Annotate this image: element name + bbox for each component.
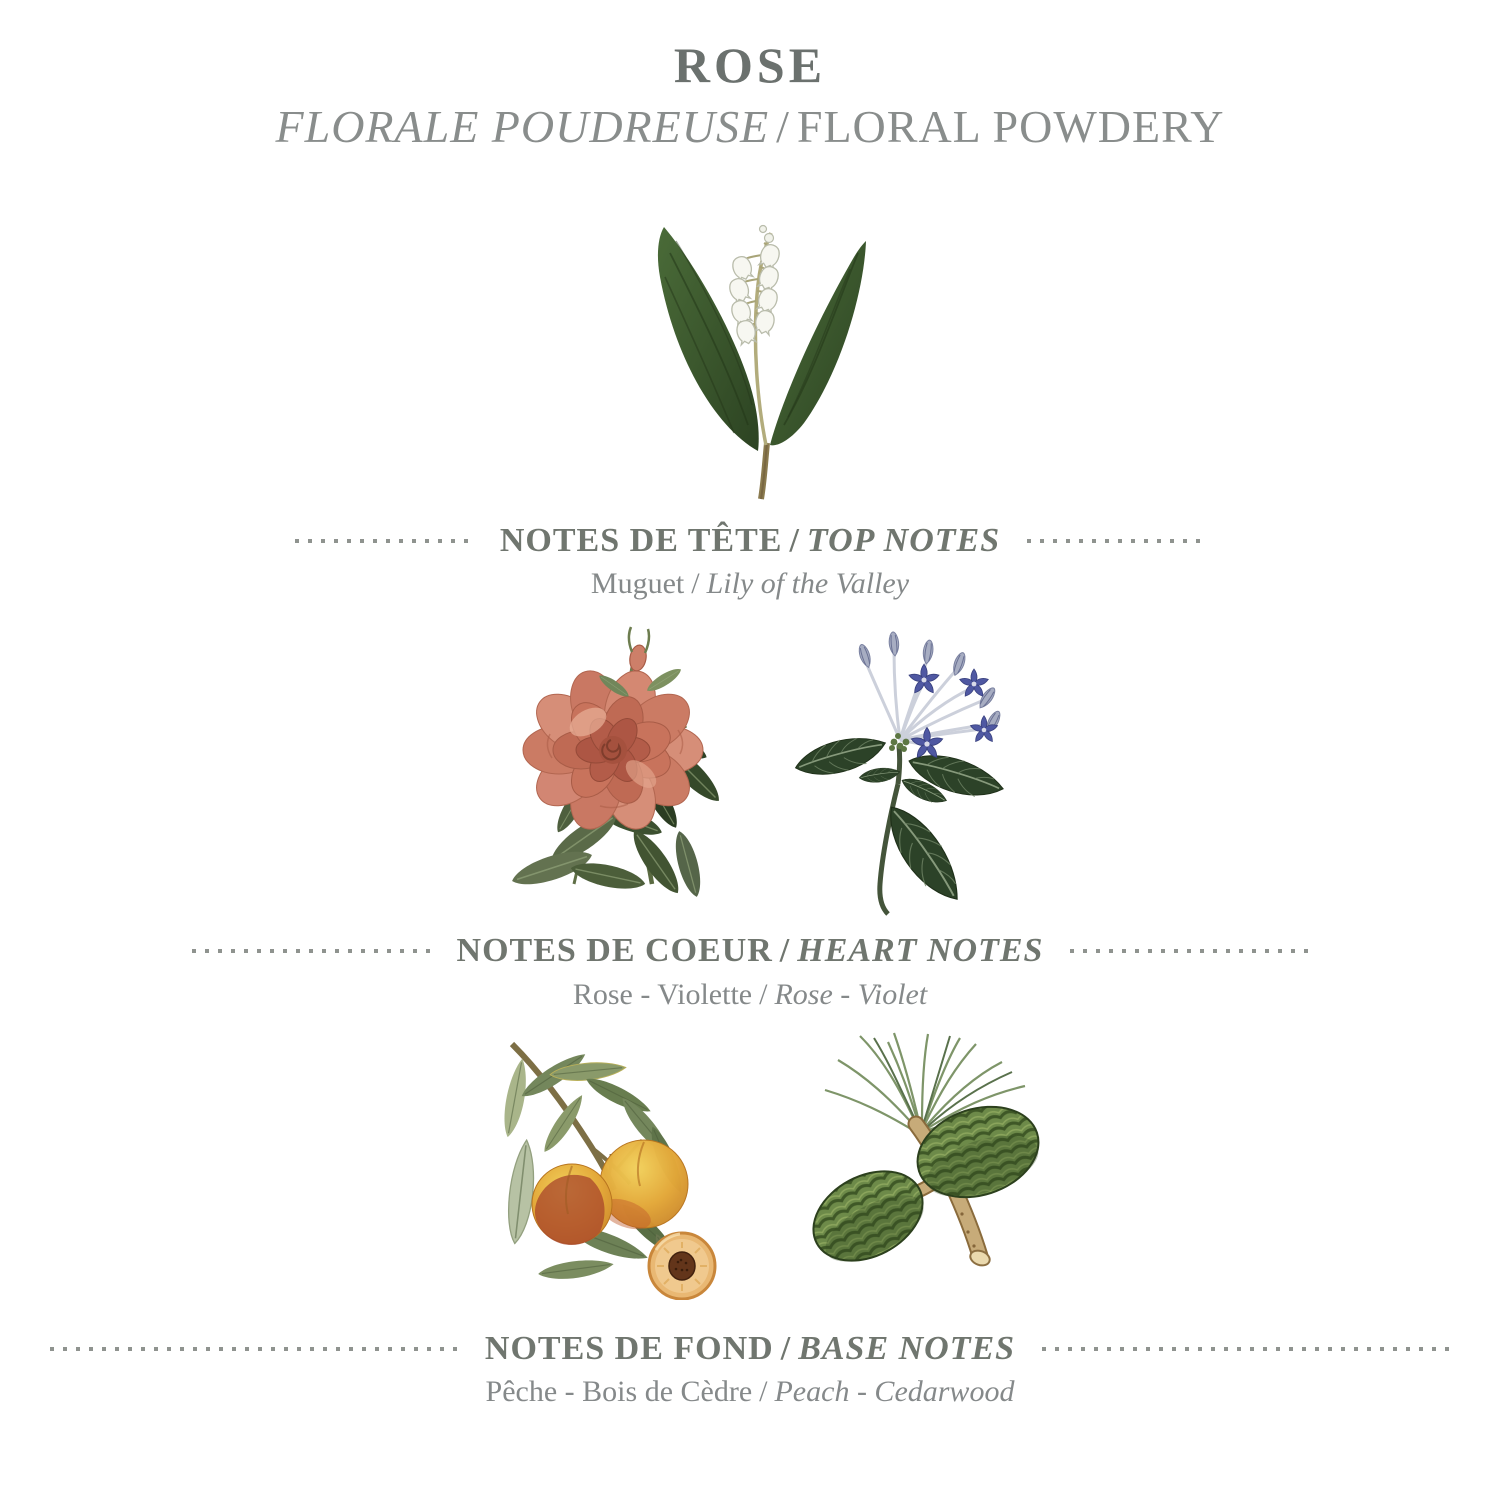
pine-cone-icon xyxy=(790,1028,1052,1278)
dotted-divider-right xyxy=(1042,1347,1450,1351)
section-heading-heart-notes xyxy=(0,932,1500,969)
heading-french: NOTES DE FOND xyxy=(484,1330,774,1367)
subtitle-english: FLORAL POWDERY xyxy=(796,101,1225,152)
ingredients-separator: / xyxy=(759,1375,768,1408)
subtitle-separator: / xyxy=(776,101,790,152)
section-heading-top-notes xyxy=(0,522,1500,559)
subtitle-french: FLORALE POUDREUSE xyxy=(275,101,770,152)
base-notes-heading xyxy=(485,1330,1015,1367)
peach-illustration xyxy=(460,1032,718,1300)
peach-icon xyxy=(460,1032,718,1300)
ingredients-separator: / xyxy=(691,567,700,600)
dotted-divider-right xyxy=(1027,539,1205,543)
heading-english: HEART NOTES xyxy=(797,932,1044,969)
dotted-divider-left xyxy=(192,949,430,953)
rose-illustration xyxy=(478,622,742,908)
heading-french: NOTES DE TÊTE xyxy=(499,522,783,559)
base-notes-ingredients xyxy=(0,1375,1500,1408)
top-notes-heading xyxy=(500,522,1000,559)
ingredients-french: Pêche - Bois de Cèdre xyxy=(485,1375,753,1408)
heading-french: NOTES DE COEUR xyxy=(456,932,773,969)
violet-icon xyxy=(782,616,1022,916)
dotted-divider-right xyxy=(1070,949,1308,953)
ingredients-english: Peach - Cedarwood xyxy=(774,1375,1015,1408)
cedarwood-pine-cones-illustration xyxy=(790,1028,1052,1278)
page-subtitle xyxy=(0,102,1500,153)
section-heading-base-notes xyxy=(0,1330,1500,1367)
dotted-divider-left xyxy=(50,1347,458,1351)
ingredients-french: Muguet xyxy=(590,567,685,600)
lily-of-the-valley-illustration xyxy=(618,193,900,505)
heading-separator: / xyxy=(779,932,791,969)
page-title: ROSE xyxy=(673,37,827,93)
ingredients-english: Lily of the Valley xyxy=(706,567,910,600)
heading-english: BASE NOTES xyxy=(798,1330,1016,1367)
ingredients-separator: / xyxy=(759,978,768,1011)
heart-notes-heading xyxy=(457,932,1044,969)
lily-of-the-valley-icon xyxy=(618,193,900,505)
heading-separator: / xyxy=(780,1330,792,1367)
top-notes-ingredients xyxy=(0,567,1500,600)
heading-separator: / xyxy=(789,522,800,559)
ingredients-french: Rose - Violette xyxy=(572,978,753,1011)
heading-english: TOP NOTES xyxy=(806,522,1001,559)
violet-illustration xyxy=(782,616,1022,916)
ingredients-english: Rose - Violet xyxy=(774,978,928,1011)
dotted-divider-left xyxy=(295,539,473,543)
heart-notes-ingredients xyxy=(0,978,1500,1011)
rose-icon xyxy=(478,622,742,908)
